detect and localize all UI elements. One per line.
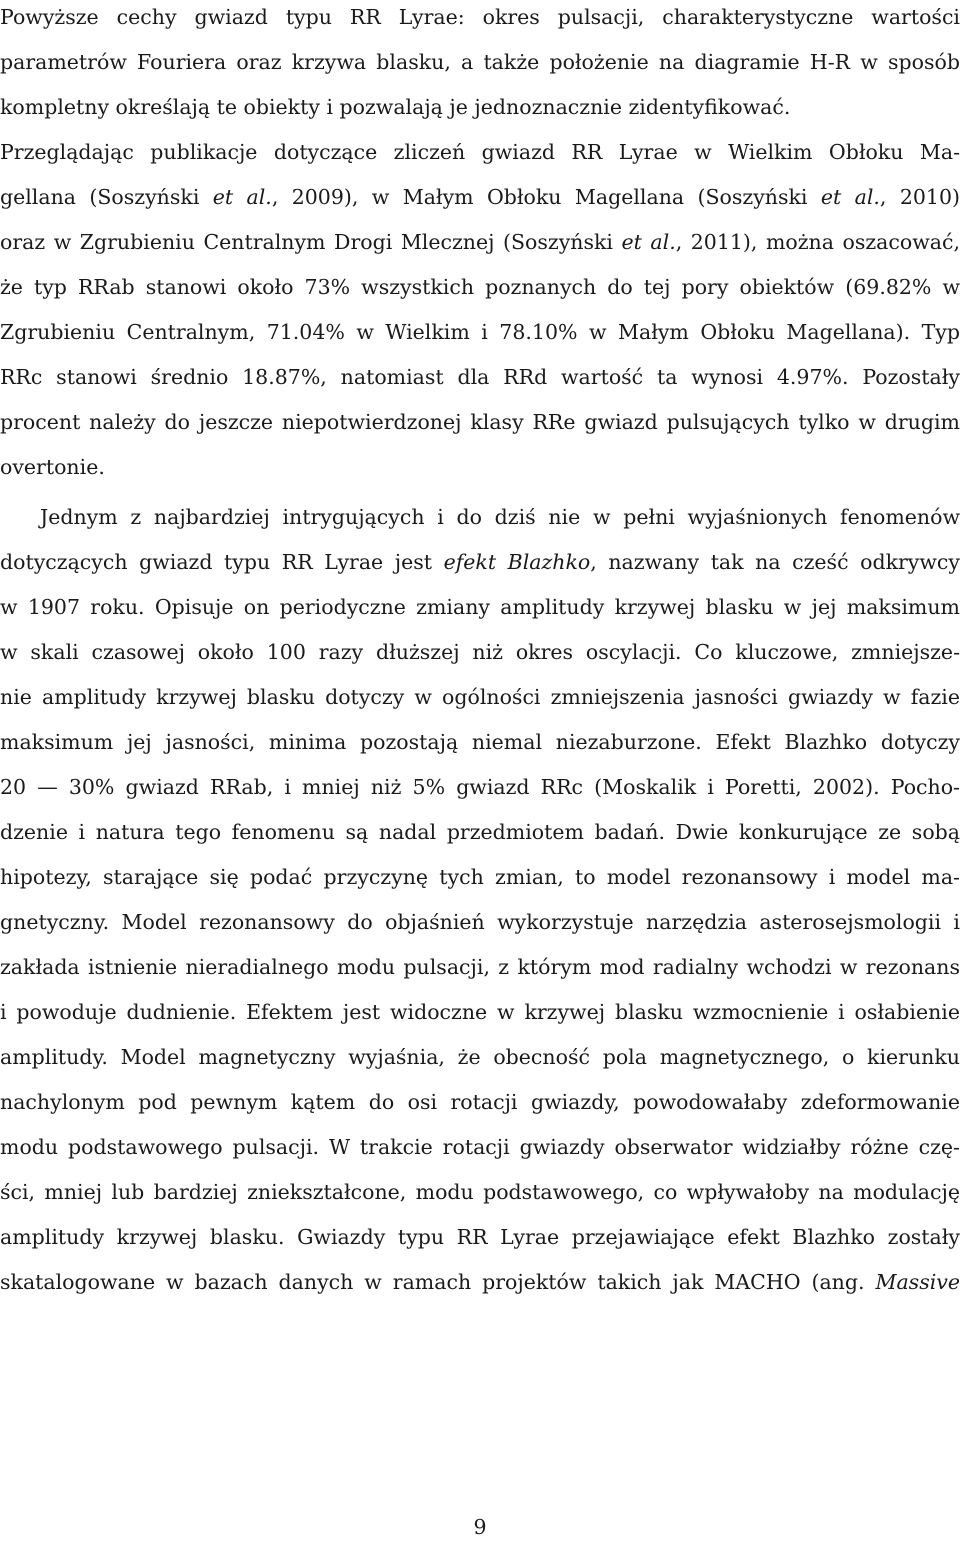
- paragraph-1-line-5: gellana (Soszyński et al., 2009), w Małym Obłoku Magellana (Soszyński et al., 2010): [0, 185, 960, 209]
- paragraph-2-line-16: ści, mniej lub bardziej zniekształcone, modu podstawowego, co wpływałoby na modulację: [0, 1180, 960, 1204]
- paragraph-2-line-14: nachylonym pod pewnym kątem do osi rotacji gwiazdy, powodowałaby zdeformowanie: [0, 1090, 960, 1114]
- paragraph-1-line-1: Powyższe cechy gwiazd typu RR Lyrae: okres pulsacji, charakterystyczne wartości: [0, 5, 960, 29]
- page-number: 9: [473, 1515, 487, 1539]
- paragraph-1-line-3: kompletny określają te obiekty i pozwalają je jednoznacznie zidentyfikować.: [0, 95, 791, 119]
- paragraph-2-line-1: Jednym z najbardziej intrygujących i do dziś nie w pełni wyjaśnionych fenomenów: [40, 505, 960, 529]
- paragraph-1-line-4: Przeglądając publikacje dotyczące zliczeń gwiazd RR Lyrae w Wielkim Obłoku Ma-: [0, 140, 960, 164]
- paragraph-1-line-6: oraz w Zgrubieniu Centralnym Drogi Mlecznej (Soszyński et al., 2011), można oszacować,: [0, 230, 960, 254]
- paragraph-2-line-7: 20 — 30% gwiazd RRab, i mniej niż 5% gwiazd RRc (Moskalik i Poretti, 2002). Pocho-: [0, 775, 960, 799]
- paragraph-2-line-8: dzenie i natura tego fenomenu są nadal przedmiotem badań. Dwie konkurujące ze sobą: [0, 820, 960, 844]
- citation-italic: et al.: [820, 185, 880, 209]
- paragraph-2-line-5: nie amplitudy krzywej blasku dotyczy w ogólności zmniejszenia jasności gwiazdy w fazie: [0, 685, 960, 709]
- term-italic: efekt Blazhko: [443, 550, 591, 574]
- paragraph-2-line-13: amplitudy. Model magnetyczny wyjaśnia, że obecność pola magnetycznego, o kierunku: [0, 1045, 960, 1069]
- paragraph-2-line-12: i powoduje dudnienie. Efektem jest widoczne w krzywej blasku wzmocnienie i osłabienie: [0, 1000, 960, 1024]
- paragraph-2-line-9: hipotezy, starające się podać przyczynę tych zmian, to model rezonansowy i model ma-: [0, 865, 960, 889]
- paragraph-2-line-17: amplitudy krzywej blasku. Gwiazdy typu RR Lyrae przejawiające efekt Blazhko zostały: [0, 1225, 960, 1249]
- paragraph-2-line-10: gnetyczny. Model rezonansowy do objaśnień wykorzystuje narzędzia asterosejsmologii i: [0, 910, 960, 934]
- paragraph-2-line-6: maksimum jej jasności, minima pozostają niemal niezaburzone. Efekt Blazhko dotyczy: [0, 730, 960, 754]
- paragraph-2-line-3: w 1907 roku. Opisuje on periodyczne zmiany amplitudy krzywej blasku w jej maksimum: [0, 595, 960, 619]
- paragraph-2-line-11: zakłada istnienie nieradialnego modu pulsacji, z którym mod radialny wchodzi w rezonans: [0, 955, 960, 979]
- paragraph-1-line-2: parametrów Fouriera oraz krzywa blasku, a także położenie na diagramie H-R w sposób: [0, 50, 960, 74]
- paragraph-1-line-11: overtonie.: [0, 455, 105, 479]
- term-italic: Massive: [875, 1270, 960, 1294]
- paragraph-2-line-2: dotyczących gwiazd typu RR Lyrae jest efekt Blazhko, nazwany tak na cześć odkrywcy: [0, 550, 960, 574]
- paragraph-1-line-9: RRc stanowi średnio 18.87%, natomiast dla RRd wartość ta wynosi 4.97%. Pozostały: [0, 365, 960, 389]
- paragraph-2-line-4: w skali czasowej około 100 razy dłuższej niż okres oscylacji. Co kluczowe, zmniejsze-: [0, 640, 960, 664]
- paragraph-2-line-15: modu podstawowego pulsacji. W trakcie rotacji gwiazdy obserwator widziałby różne czę-: [0, 1135, 960, 1159]
- citation-italic: et al.: [621, 230, 676, 254]
- citation-italic: et al.: [212, 185, 272, 209]
- paragraph-2-line-18: skatalogowane w bazach danych w ramach projektów takich jak MACHO (ang. Massive: [0, 1270, 960, 1294]
- paragraph-1-line-8: Zgrubieniu Centralnym, 71.04% w Wielkim i 78.10% w Małym Obłoku Magellana). Typ: [0, 320, 960, 344]
- paragraph-1-line-7: że typ RRab stanowi około 73% wszystkich poznanych do tej pory obiektów (69.82% w: [0, 275, 960, 299]
- paragraph-1-line-10: procent należy do jeszcze niepotwierdzonej klasy RRe gwiazd pulsujących tylko w drugim: [0, 410, 960, 434]
